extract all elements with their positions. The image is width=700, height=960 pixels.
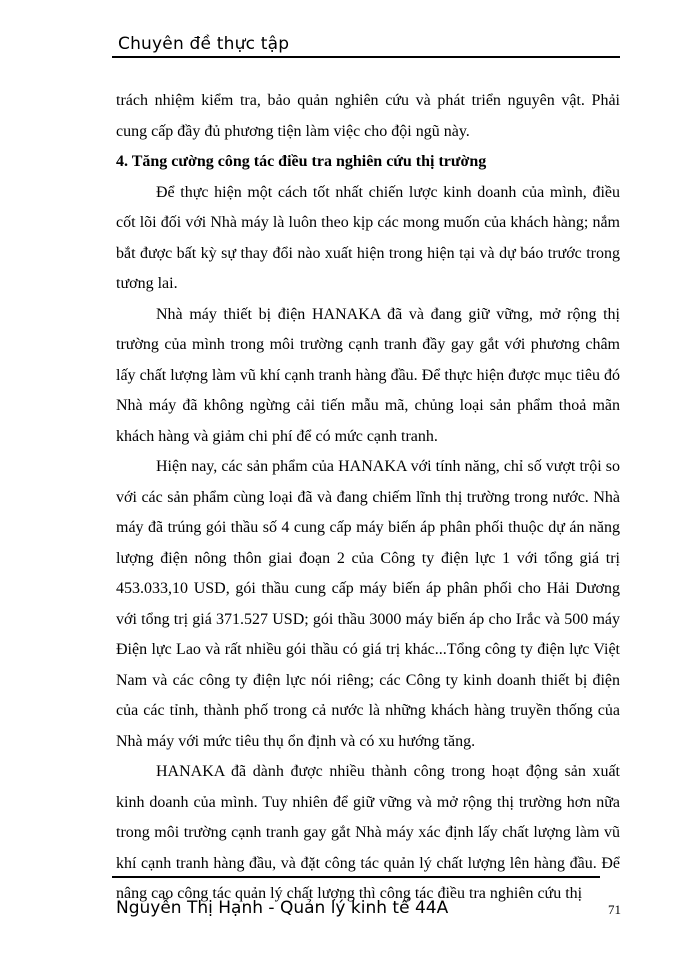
document-body bbox=[116, 86, 620, 910]
section-heading: 4. Tăng cường công tác điều tra nghiên cứu thị trường bbox=[116, 153, 487, 170]
footer-divider bbox=[112, 876, 600, 878]
paragraph-3: Hiện nay, các sản phẩm của HANAKA với tính năng, chỉ số vượt trội so với các sản phẩm cùng loại đã và đang chiếm lĩnh thị trường trong nước. Nhà máy đã trúng gói thầu số 4 cung cấp máy biến áp phân phối thuộc dự án năng lượng điện nông thôn giai đoạn 2 của Công ty điện lực 1 với tổng giá trị 453.033,10 USD, gói thầu cung cấp máy biến áp phân phối cho Hải Dương với tổng trị giá 371.527 USD; gói thầu 3000 máy biến áp cho Irắc và 500 máy Điện lực Lao và rất nhiều gói thầu có giá trị khác...Tổng công ty điện lực Việt Nam và các công ty điện lực nói riêng; các Công ty kinh doanh thiết bị điện của các tỉnh, thành phố trong cả nước là những khách hàng truyền thống của Nhà máy với mức tiêu thụ ổn định và có xu hướng tăng. bbox=[116, 458, 620, 750]
paragraph-continued: trách nhiệm kiểm tra, bảo quản nghiên cứu và phát triển nguyên vật. Phải cung cấp đầy đủ phương tiện làm việc cho đội ngũ này. bbox=[116, 92, 620, 140]
page-header-title: Chuyên đề thực tập bbox=[118, 34, 290, 54]
page-number: 71 bbox=[608, 902, 621, 917]
paragraph-4: HANAKA đã dành được nhiều thành công trong hoạt động sản xuất kinh doanh của mình. Tuy nhiên để giữ vững và mở rộng thị trường hơn nữa trong môi trường cạnh tranh gay gắt Nhà máy xác định lấy chất lượng làm vũ khí cạnh tranh hàng đầu, và đặt công tác quản lý chất lượng lên hàng đầu. Để nâng cao công tác quản lý chất lượng thì công tác điều tra nghiên cứu thị bbox=[116, 763, 620, 902]
paragraph-2: Nhà máy thiết bị điện HANAKA đã và đang giữ vững, mở rộng thị trường của mình trong môi trường cạnh tranh đầy gay gắt với phương châm lấy chất lượng làm vũ khí cạnh tranh hàng đầu. Để thực hiện được mục tiêu đó Nhà máy đã không ngừng cải tiến mẫu mã, chủng loại sản phẩm thoả mãn khách hàng và giảm chi phí để có mức cạnh tranh. bbox=[116, 305, 620, 445]
header-divider bbox=[112, 56, 620, 58]
footer-author: Nguyễn Thị Hạnh - Quản lý kinh tế 44A bbox=[116, 898, 449, 918]
paragraph-1: Để thực hiện một cách tốt nhất chiến lược kinh doanh của mình, điều cốt lõi đối với Nhà máy là luôn theo kịp các mong muốn của khách hàng; nắm bắt được bất kỳ sự thay đổi nào xuất hiện trong hiện tại và dự báo trước trong tương lai. bbox=[116, 183, 620, 292]
